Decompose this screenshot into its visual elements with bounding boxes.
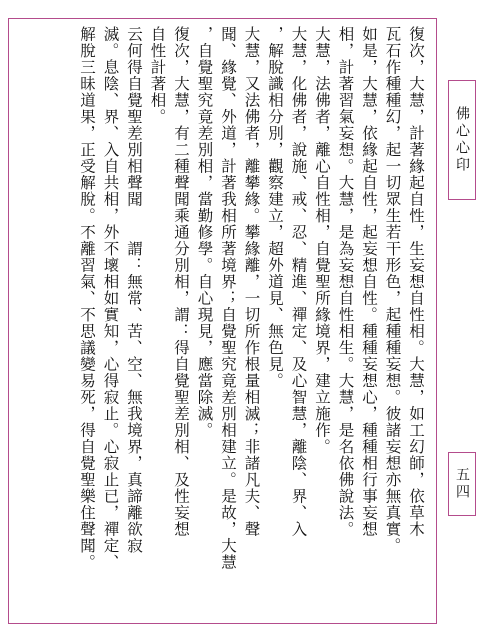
text-column: 大慧，化佛者，說施、戒、忍、精進、禪定、及心智慧，離陰、界、入 <box>289 26 308 538</box>
text-column: ，解脫識相分別，觀察建立，超外道見、無色見。 <box>266 26 284 389</box>
text-column: 相，計著習氣妄想。大慧，是為妄想自性相生。大慧，是名依佛說法。 <box>336 26 355 538</box>
text-column: 瓦石作種種幻，起一切眾生若干形色，起種種妄想。彼諸妄想亦無真實。 <box>383 26 402 554</box>
text-column: 云何得自覺聖差別相聲聞 謂：無常、苦、空、無我境界，真諦離欲寂 <box>125 26 143 554</box>
text-column: ，自覺聖究竟差別相，當勤修學。自心現見，應當除滅。 <box>195 26 214 439</box>
text-column: 如是，大慧，依緣起自性，起妄想自性。種種妄想心，種種相行事妄想 <box>360 26 378 538</box>
text-column: 大慧，又法佛者，離攀緣。攀緣離，一切所作根量相滅；非諸凡夫、聲 <box>242 26 261 538</box>
vertical-text-body <box>8 26 427 618</box>
book-title: 佛心心印 <box>454 106 470 174</box>
text-column: 聞、緣覺、外道，計著我相所著境界；自覺聖究竟差別相建立。是故，大慧 <box>219 26 237 571</box>
text-column: 滅。息陰、界、入自共相，外不壞相如實知，心得寂止。心寂止已，禪定、 <box>101 26 120 571</box>
page-number-box <box>448 452 476 516</box>
page-number: 五四 <box>454 467 470 501</box>
text-column: 自性計著相。 <box>148 26 167 125</box>
text-column: 復次，大慧，計著緣起自性，生妄想自性相。大慧，如工幻師，依草木 <box>407 26 425 538</box>
text-column: 復次，大慧，有二種聲聞乘通分別相，謂：得自覺聖差別相、及性妄想 <box>172 26 190 538</box>
text-column: 大慧，法佛者，離心自性相，自覺聖所緣境界，建立施作。 <box>313 26 331 455</box>
text-column: 解脫三昧道果，正受解脫。不離習氣、不思議變易死，得自覺聖樂住聲聞。 <box>78 26 96 571</box>
book-title-box <box>448 80 476 200</box>
